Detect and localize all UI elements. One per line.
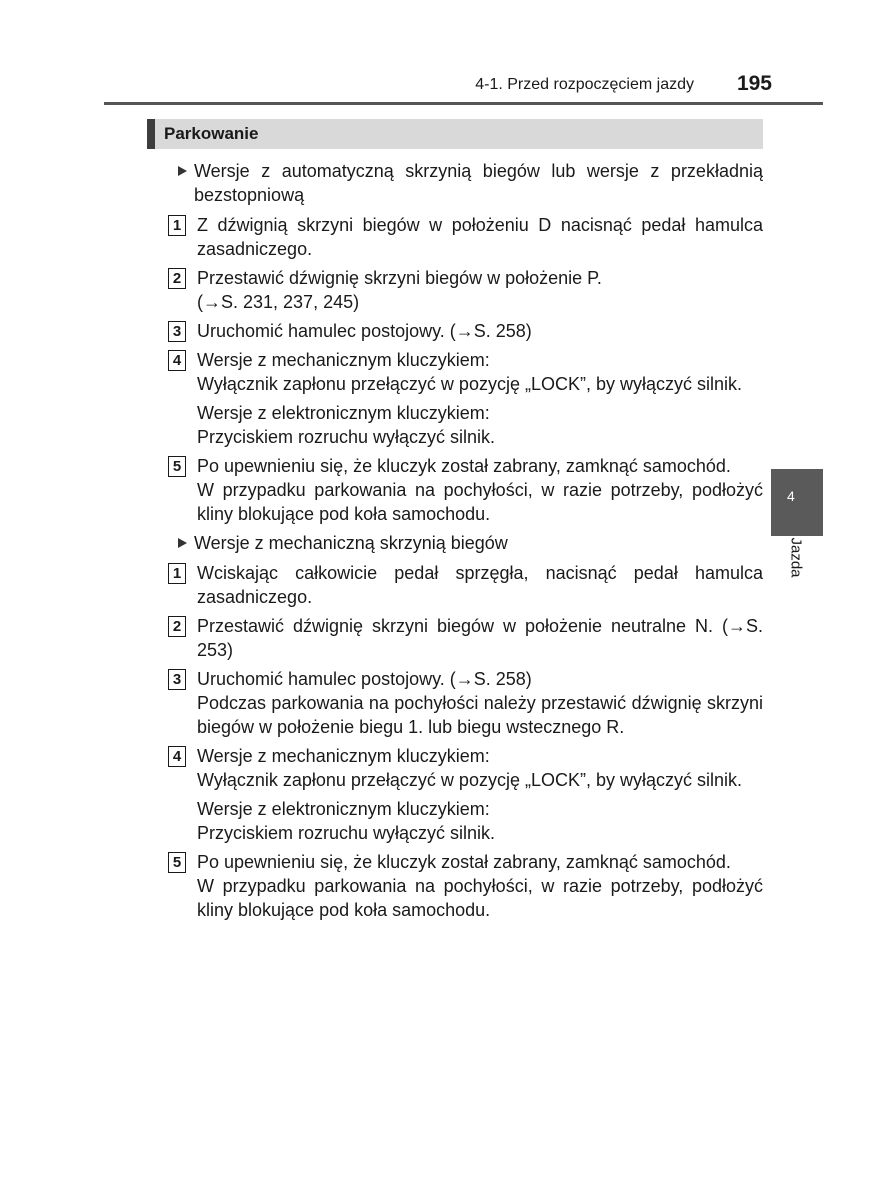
section-title: Parkowanie bbox=[164, 124, 259, 143]
step-text: W przypadku parkowania na pochyłości, w razie potrzeby, podłożyć kliny blokujące pod koła samochodu. bbox=[197, 480, 763, 524]
step-text: Wyłącznik zapłonu przełączyć w pozycję „LOCK”, by wyłączyć silnik. bbox=[197, 374, 743, 394]
step-text: Wciskając całkowicie pedał sprzęgła, nacisnąć pedał hamulca zasadniczego. bbox=[197, 563, 763, 607]
step-item bbox=[168, 744, 763, 845]
chapter-label-text: Jazda bbox=[787, 537, 805, 578]
section-title-bar bbox=[147, 119, 763, 149]
step-number-badge: 3 bbox=[168, 669, 186, 690]
step-item bbox=[168, 667, 763, 739]
variant-heading-text: Wersje z mechaniczną skrzynią biegów bbox=[194, 533, 508, 553]
step-text: Przestawić dźwignię skrzyni biegów w położenie neutralne N. (→S. 253) bbox=[197, 616, 763, 660]
step-text: Po upewnieniu się, że kluczyk został zabrany, zamknąć samochód. bbox=[197, 456, 731, 476]
triangle-bullet-icon bbox=[178, 166, 187, 176]
page-header bbox=[0, 0, 877, 104]
step-number-badge: 1 bbox=[168, 563, 186, 584]
step-number-badge: 4 bbox=[168, 350, 186, 371]
variant-heading-text: Wersje z automatyczną skrzynią biegów lub wersje z przekładnią bezstopniową bbox=[194, 161, 763, 205]
step-number-badge: 5 bbox=[168, 852, 186, 873]
variant-heading bbox=[168, 159, 763, 207]
step-number-badge: 2 bbox=[168, 268, 186, 289]
step-text: Z dźwignią skrzyni biegów w położeniu D nacisnąć pedał hamulca zasadniczego. bbox=[197, 215, 763, 259]
step-number-badge: 5 bbox=[168, 456, 186, 477]
step-text: Wersje z elektronicznym kluczykiem: bbox=[197, 403, 490, 423]
step-text: Wyłącznik zapłonu przełączyć w pozycję „LOCK”, by wyłączyć silnik. bbox=[197, 770, 743, 790]
step-number-badge: 1 bbox=[168, 215, 186, 236]
header-divider bbox=[104, 102, 823, 105]
page-number: 195 bbox=[736, 72, 772, 95]
step-item bbox=[168, 850, 763, 922]
step-item bbox=[168, 213, 763, 261]
chapter-number: 4 bbox=[787, 488, 795, 504]
step-number-badge: 2 bbox=[168, 616, 186, 637]
step-item bbox=[168, 319, 763, 343]
variant-heading bbox=[168, 531, 763, 555]
step-item bbox=[168, 266, 763, 314]
step-text: Wersje z mechanicznym kluczykiem: bbox=[197, 350, 490, 370]
triangle-bullet-icon bbox=[178, 538, 187, 548]
step-text: Wersje z mechanicznym kluczykiem: bbox=[197, 746, 490, 766]
step-text: Przestawić dźwignię skrzyni biegów w położenie P. bbox=[197, 268, 602, 288]
step-item bbox=[168, 454, 763, 526]
instructions-content bbox=[168, 159, 763, 927]
step-item bbox=[168, 561, 763, 609]
step-text: Uruchomić hamulec postojowy. (→S. 258) bbox=[197, 321, 532, 341]
step-text: Przyciskiem rozruchu wyłączyć silnik. bbox=[197, 823, 496, 843]
step-text: Uruchomić hamulec postojowy. (→S. 258) bbox=[197, 669, 532, 689]
step-text: W przypadku parkowania na pochyłości, w razie potrzeby, podłożyć kliny blokujące pod koła samochodu. bbox=[197, 876, 763, 920]
step-text: Przyciskiem rozruchu wyłączyć silnik. bbox=[197, 427, 496, 447]
step-item bbox=[168, 348, 763, 449]
step-text: Podczas parkowania na pochyłości należy przestawić dźwignię skrzyni biegów w położenie biegu 1. lub biegu wstecznego R. bbox=[197, 693, 763, 737]
step-item bbox=[168, 614, 763, 662]
section-breadcrumb: 4-1. Przed rozpoczęciem jazdy bbox=[475, 76, 694, 93]
step-text: Wersje z elektronicznym kluczykiem: bbox=[197, 799, 490, 819]
step-number-badge: 4 bbox=[168, 746, 186, 767]
chapter-tab bbox=[771, 469, 823, 536]
chapter-label bbox=[784, 537, 808, 601]
section-title-marker bbox=[147, 119, 155, 149]
page-reference: (→S. 231, 237, 245) bbox=[197, 292, 360, 312]
step-number-badge: 3 bbox=[168, 321, 186, 342]
step-text: Po upewnieniu się, że kluczyk został zabrany, zamknąć samochód. bbox=[197, 852, 731, 872]
